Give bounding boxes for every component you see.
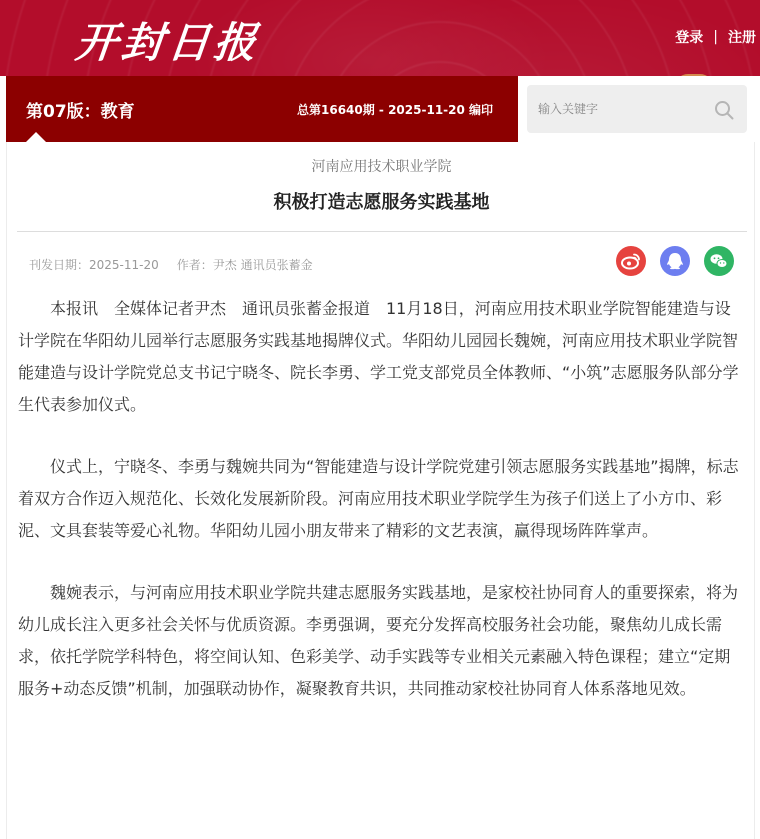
qq-icon[interactable] [660,246,690,276]
paragraph: 本报讯 全媒体记者尹杰 通讯员张蓄金报道 11月18日，河南应用技术职业学院智能建造与设计学院在华阳幼儿园举行志愿服务实践基地揭牌仪式。华阳幼儿园园长魏婉，河南应用技术职业学院智能建造与设计学院党总支书记宁晓冬、院长李勇、学工党支部党员全体教师、“小筑”志愿服务队部分学生代表参加仪式。 [18,299,739,414]
login-link[interactable]: 登录 [675,30,704,46]
newspaper-logo[interactable]: 开封日报 [73,18,263,67]
issue-info: 总第16640期 - 2025-11-20 编印 [297,103,494,117]
article-meta [29,256,313,273]
article [6,142,755,839]
search-input[interactable] [527,85,707,133]
author: 作者：尹杰 通讯员张蓄金 [176,258,313,272]
article-body [18,293,744,735]
article-kicker: 河南应用技术职业学院 [311,159,452,175]
paragraph: 仪式上，宁晓冬、李勇与魏婉共同为“智能建造与设计学院党建引领志愿服务实践基地”揭牌，标志着双方合作迈入规范化、长效化发展新阶段。河南应用技术职业学院学生为孩子们送上了小方巾、彩泥、文具套装等爱心礼物。华阳幼儿园小朋友带来了精彩的文艺表演，赢得现场阵阵掌声。 [18,457,739,540]
register-link[interactable]: 注册 [728,30,756,46]
search-icon[interactable] [713,99,735,121]
divider [17,231,747,232]
search-box [527,85,747,133]
weibo-icon[interactable] [616,246,646,276]
paragraph: 魏婉表示，与河南应用技术职业学院共建志愿服务实践基地，是家校社协同育人的重要探索，将为幼儿成长注入更多社会关怀与优质资源。李勇强调，要充分发挥高校服务社会功能，聚焦幼儿成长需求，依托学院学科特色，将空间认知、色彩美学、动手实践等专业相关元素融入特色课程；建立“定期服务+动态反馈”机制，加强联动协作，凝聚教育共识，共同推动家校社协同育人体系落地见效。 [18,583,739,698]
masthead [0,0,760,76]
search-area [518,76,760,142]
edition-title[interactable]: 第07版：教育 [26,102,135,122]
edition-pointer [26,132,46,142]
auth-links [675,27,756,47]
wechat-icon[interactable] [704,246,734,276]
edition-bar [6,76,518,142]
publish-date: 刊发日期：2025-11-20 [29,258,159,272]
article-headline: 积极打造志愿服务实践基地 [273,192,490,213]
auth-separator: | [713,29,718,45]
